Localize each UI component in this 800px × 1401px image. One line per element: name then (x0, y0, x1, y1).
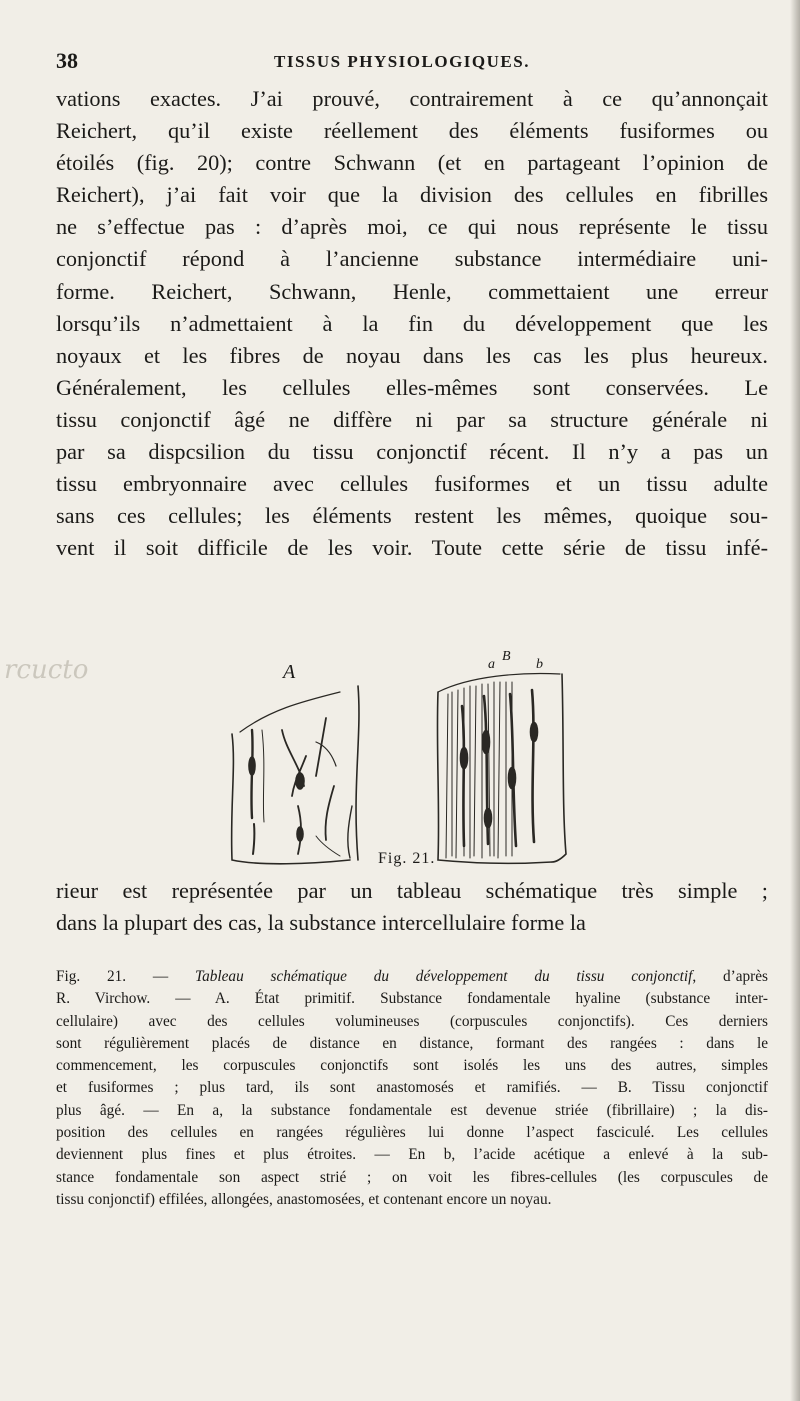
caption-title: Tableau schématique du développement du tissu conjonctif (194, 968, 693, 985)
caption-line: et fusiformes ; plus tard, ils sont anastomosés et ramifiés. — B. Tissu conjonctif (56, 1079, 768, 1097)
body-line: noyaux et les fibres de noyau dans les cas les plus heureux. (56, 342, 768, 368)
panel-a (232, 686, 359, 864)
body-paragraph (56, 83, 768, 564)
body-line: rieur est représentée par un tableau schématique très simple ; (56, 878, 768, 903)
body-line: étoilés (fig. 20); contre Schwann (et en partageant l’opinion de (56, 150, 768, 176)
page-header (52, 48, 752, 78)
body-line: Généralement, les cellules elles-mêmes sont conservées. Le (56, 374, 768, 400)
body-line: tissu conjonctif âgé ne diffère ni par sa structure générale ni (56, 406, 768, 432)
body-line: lorsqu’ils n’admettaient à la fin du développement que les (56, 310, 768, 336)
body-paragraph-continued (56, 875, 768, 939)
caption-line: sont régulièrement placés de distance en distance, formant des rangées : dans le (56, 1034, 768, 1052)
faded-marginalia: rcucto (4, 655, 89, 685)
figure-label-a-upper: A (283, 661, 296, 683)
caption-line (56, 966, 768, 988)
caption-line-tail: , d’après (692, 968, 769, 985)
panel-b (437, 674, 566, 864)
caption-line: commencement, les corpuscules conjonctifs sont isolés les uns des autres, simples (56, 1057, 768, 1075)
body-line: forme. Reichert, Schwann, Henle, commettaient une erreur (56, 278, 768, 304)
running-title: TISSUS PHYSIOLOGIQUES. (274, 52, 530, 71)
body-line: sans ces cellules; les éléments restent les mêmes, quoique sou- (56, 503, 768, 529)
caption-line: stance fondamentale son aspect strié ; on voit les fibres-cellules (les corpuscules de (56, 1168, 768, 1186)
body-line: dans la plupart des cas, la substance intercellulaire forme la (56, 910, 586, 936)
figure-caption (56, 966, 768, 1211)
body-line: Reichert, qu’il existe réellement des éléments fusiformes ou (56, 118, 768, 144)
caption-line: cellulaire) avec des cellules volumineuses (corpuscules conjonctifs). Ces derniers (56, 1012, 768, 1030)
figure-label-b-upper: B (502, 649, 511, 664)
body-line: tissu embryonnaire avec cellules fusiformes et un tissu adulte (56, 471, 768, 497)
caption-line: position des cellules en rangées régulières lui donne l’aspect fasciculé. Les cellules (56, 1124, 768, 1142)
caption-line: R. Virchow. — A. État primitif. Substance fondamentale hyaline (substance inter- (56, 990, 768, 1008)
body-line: par sa dispcsilion du tissu conjonctif récent. Il n’y a pas un (56, 439, 768, 465)
body-line: ne s’effectue pas : d’après moi, ce qui nous représente le tissu (56, 214, 768, 240)
figure-21 (0, 646, 800, 871)
caption-prefix: Fig. 21. — (56, 968, 195, 985)
body-line: vations exactes. J’ai prouvé, contrairement à ce qu’annonçait (56, 86, 768, 111)
page-number: 38 (56, 48, 78, 73)
body-line: Reichert), j’ai fait voir que la division des cellules en fibrilles (56, 182, 768, 208)
figure-label-a-lower: a (488, 657, 495, 672)
figure-caption-label: Fig. 21. (378, 850, 436, 867)
figure-illustration (0, 646, 800, 871)
body-line: vent il soit difficile de les voir. Toute cette série de tissu infé- (56, 535, 768, 561)
caption-line: deviennent plus fines et plus étroites. — En b, l’acide acétique a enlevé à la sub- (56, 1146, 768, 1164)
caption-line: plus âgé. — En a, la substance fondamentale est devenue striée (fibrillaire) ; la dis- (56, 1101, 768, 1119)
body-line: conjonctif répond à l’ancienne substance intermédiaire uni- (56, 246, 768, 272)
figure-label-b-lower: b (536, 657, 543, 672)
caption-line: tissu conjonctif) effilées, allongées, anastomosées, et contenant encore un noyau. (56, 1190, 552, 1208)
